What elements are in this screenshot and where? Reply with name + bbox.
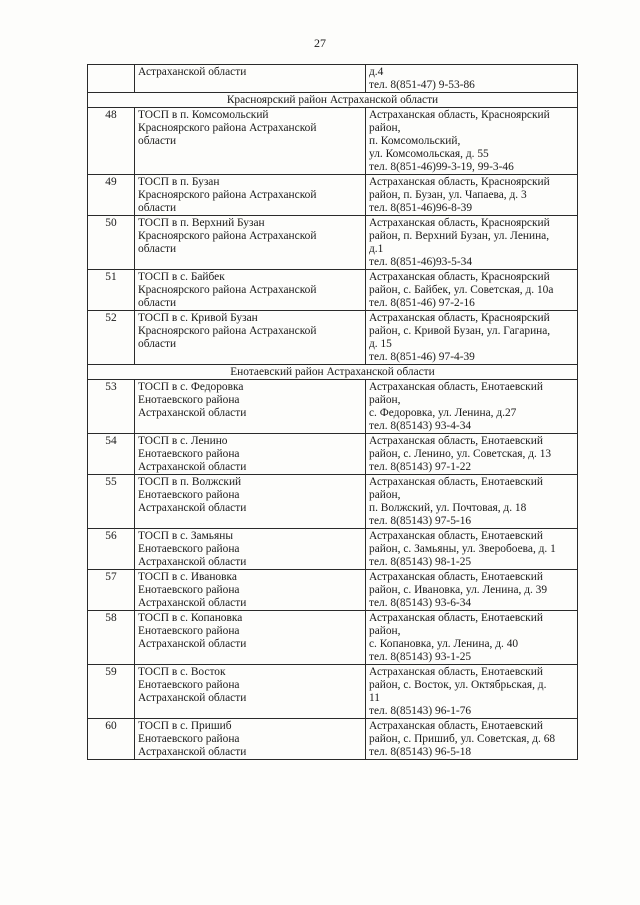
- row-number: 49: [88, 175, 135, 216]
- address-line: тел. 8(85143) 93-6-34: [369, 597, 472, 609]
- office-name-cell: [135, 611, 366, 665]
- address-line: район, с. Замьяны, ул. Зверобоева, д. 1: [369, 543, 556, 555]
- address-line: тел. 8(85143) 93-4-34: [369, 420, 472, 432]
- address-cell: [366, 108, 578, 175]
- address-line: тел. 8(85143) 96-1-76: [369, 705, 472, 717]
- address-line: Астраханская область, Красноярский: [369, 271, 550, 283]
- office-name-cell: [135, 475, 366, 529]
- address-cell: [366, 570, 578, 611]
- table-row: [88, 216, 578, 270]
- office-name-line: Енотаевского района: [138, 679, 240, 691]
- office-name-line: области: [138, 297, 177, 309]
- address-line: Астраханская область, Красноярский: [369, 217, 550, 229]
- office-name-line: ТОСП в с. Замьяны: [138, 530, 233, 542]
- office-name-line: Енотаевского района: [138, 733, 240, 745]
- address-line: Астраханская область, Красноярский: [369, 312, 550, 324]
- office-name-line: ТОСП в п. Верхний Бузан: [138, 217, 265, 229]
- address-line: 11: [369, 692, 380, 704]
- address-line: район,: [369, 394, 401, 406]
- table-row: [88, 380, 578, 434]
- office-name-line: Астраханской области: [138, 66, 247, 78]
- address-line: Астраханская область, Енотаевский: [369, 435, 543, 447]
- address-line: тел. 8(851-46)99-3-19, 99-3-46: [369, 161, 514, 173]
- office-name-line: Красноярского района Астраханской: [138, 230, 317, 242]
- office-name-cell: [135, 311, 366, 365]
- office-name-line: ТОСП в с. Пришиб: [138, 720, 232, 732]
- office-name-line: области: [138, 135, 177, 147]
- office-name-cell: [135, 529, 366, 570]
- address-line: д.4: [369, 66, 384, 78]
- address-cell: [366, 665, 578, 719]
- address-line: с. Копановка, ул. Ленина, д. 40: [369, 638, 519, 650]
- office-name-line: ТОСП в с. Байбек: [138, 271, 225, 283]
- address-cell: [366, 475, 578, 529]
- table-row: [88, 65, 578, 93]
- office-name-line: ТОСП в п. Бузан: [138, 176, 220, 188]
- address-line: Астраханская область, Енотаевский: [369, 666, 543, 678]
- address-line: район,: [369, 625, 401, 637]
- office-name-line: Астраханской области: [138, 746, 247, 758]
- table-row: [88, 570, 578, 611]
- address-cell: [366, 529, 578, 570]
- table-row: [88, 665, 578, 719]
- office-name-line: ТОСП в п. Комсомольский: [138, 109, 269, 121]
- office-name-cell: [135, 216, 366, 270]
- address-cell: [366, 719, 578, 760]
- address-line: район,: [369, 489, 401, 501]
- address-cell: [366, 65, 578, 93]
- office-name-line: Енотаевского района: [138, 543, 240, 555]
- office-name-cell: [135, 719, 366, 760]
- address-line: район, с. Пришиб, ул. Советская, д. 68: [369, 733, 556, 745]
- table-row: [88, 270, 578, 311]
- address-line: район, п. Бузан, ул. Чапаева, д. 3: [369, 189, 527, 201]
- address-line: район, п. Верхний Бузан, ул. Ленина,: [369, 230, 550, 242]
- address-line: Астраханская область, Енотаевский: [369, 612, 543, 624]
- office-name-line: Красноярского района Астраханской: [138, 189, 317, 201]
- row-number: 55: [88, 475, 135, 529]
- table-row: [88, 475, 578, 529]
- row-number: 56: [88, 529, 135, 570]
- office-name-line: ТОСП в с. Копановка: [138, 612, 243, 624]
- office-name-line: ТОСП в с. Восток: [138, 666, 226, 678]
- office-name-line: ТОСП в с. Федоровка: [138, 381, 244, 393]
- address-line: ул. Комсомольская, д. 55: [369, 148, 489, 160]
- section-header-row: [88, 365, 578, 380]
- address-line: д. 15: [369, 338, 392, 350]
- address-line: тел. 8(85143) 97-1-22: [369, 461, 472, 473]
- office-name-line: Енотаевского района: [138, 489, 240, 501]
- table-row: [88, 529, 578, 570]
- address-line: тел. 8(85143) 98-1-25: [369, 556, 472, 568]
- address-line: тел. 8(85143) 97-5-16: [369, 515, 472, 527]
- office-name-line: Астраханской области: [138, 597, 247, 609]
- office-name-line: области: [138, 202, 177, 214]
- row-number: 52: [88, 311, 135, 365]
- address-line: тел. 8(85143) 96-5-18: [369, 746, 472, 758]
- office-name-line: Астраханской области: [138, 556, 247, 568]
- section-header-row: [88, 93, 578, 108]
- address-cell: [366, 216, 578, 270]
- section-title: Енотаевский район Астраханской области: [88, 365, 578, 380]
- row-number: 57: [88, 570, 135, 611]
- table-row: [88, 311, 578, 365]
- address-line: Астраханская область, Енотаевский: [369, 530, 543, 542]
- address-line: район, с. Ивановка, ул. Ленина, д. 39: [369, 584, 548, 596]
- row-number: 60: [88, 719, 135, 760]
- address-line: тел. 8(851-46) 97-2-16: [369, 297, 475, 309]
- office-name-line: Астраханской области: [138, 461, 247, 473]
- office-name-cell: [135, 65, 366, 93]
- address-line: тел. 8(851-46) 97-4-39: [369, 351, 475, 363]
- address-cell: [366, 380, 578, 434]
- address-line: Астраханская область, Красноярский: [369, 176, 550, 188]
- address-line: д.1: [369, 243, 384, 255]
- address-line: район, с. Восток, ул. Октябрьская, д.: [369, 679, 547, 691]
- office-name-line: ТОСП в с. Ленино: [138, 435, 228, 447]
- table-row: [88, 108, 578, 175]
- row-number: 48: [88, 108, 135, 175]
- office-name-line: области: [138, 243, 177, 255]
- office-name-line: Астраханской области: [138, 407, 247, 419]
- office-name-line: Красноярского района Астраханской: [138, 325, 317, 337]
- registry-body: [88, 65, 578, 760]
- address-line: Астраханская область, Красноярский: [369, 109, 550, 121]
- office-name-line: Енотаевского района: [138, 448, 240, 460]
- office-name-line: ТОСП в п. Волжский: [138, 476, 242, 488]
- address-line: Астраханская область, Енотаевский: [369, 720, 543, 732]
- office-name-cell: [135, 108, 366, 175]
- address-line: Астраханская область, Енотаевский: [369, 571, 543, 583]
- address-line: с. Федоровка, ул. Ленина, д.27: [369, 407, 517, 419]
- office-registry-table: [87, 64, 578, 760]
- address-line: район, с. Ленино, ул. Советская, д. 13: [369, 448, 552, 460]
- office-name-line: Енотаевского района: [138, 394, 240, 406]
- address-cell: [366, 311, 578, 365]
- address-line: тел. 8(851-47) 9-53-86: [369, 79, 475, 91]
- row-number: 50: [88, 216, 135, 270]
- address-line: п. Волжский, ул. Почтовая, д. 18: [369, 502, 527, 514]
- office-name-line: Астраханской области: [138, 692, 247, 704]
- row-number: 51: [88, 270, 135, 311]
- table-row: [88, 434, 578, 475]
- row-number: 58: [88, 611, 135, 665]
- address-line: Астраханская область, Енотаевский: [369, 476, 543, 488]
- table-row: [88, 719, 578, 760]
- row-number: [88, 65, 135, 93]
- office-name-line: области: [138, 338, 177, 350]
- address-cell: [366, 434, 578, 475]
- table-row: [88, 611, 578, 665]
- address-line: тел. 8(851-46)93-5-34: [369, 256, 473, 268]
- office-name-line: Енотаевского района: [138, 584, 240, 596]
- office-name-cell: [135, 380, 366, 434]
- office-name-cell: [135, 665, 366, 719]
- address-line: тел. 8(85143) 93-1-25: [369, 651, 472, 663]
- office-name-line: Астраханской области: [138, 638, 247, 650]
- row-number: 53: [88, 380, 135, 434]
- row-number: 54: [88, 434, 135, 475]
- office-name-cell: [135, 570, 366, 611]
- row-number: 59: [88, 665, 135, 719]
- office-name-line: Енотаевского района: [138, 625, 240, 637]
- address-line: п. Комсомольский,: [369, 135, 461, 147]
- address-line: Астраханская область, Енотаевский: [369, 381, 543, 393]
- office-name-cell: [135, 434, 366, 475]
- office-name-line: Астраханской области: [138, 502, 247, 514]
- office-name-line: ТОСП в с. Кривой Бузан: [138, 312, 258, 324]
- page-number: 27: [314, 36, 326, 50]
- table-row: [88, 175, 578, 216]
- office-name-line: ТОСП в с. Ивановка: [138, 571, 237, 583]
- address-cell: [366, 175, 578, 216]
- office-name-cell: [135, 270, 366, 311]
- address-cell: [366, 611, 578, 665]
- address-cell: [366, 270, 578, 311]
- office-name-line: Красноярского района Астраханской: [138, 284, 317, 296]
- address-line: район,: [369, 122, 401, 134]
- address-line: район, с. Байбек, ул. Советская, д. 10а: [369, 284, 554, 296]
- section-title: Красноярский район Астраханской области: [88, 93, 578, 108]
- office-name-line: Красноярского района Астраханской: [138, 122, 317, 134]
- office-name-cell: [135, 175, 366, 216]
- address-line: район, с. Кривой Бузан, ул. Гагарина,: [369, 325, 551, 337]
- address-line: тел. 8(851-46)96-8-39: [369, 202, 473, 214]
